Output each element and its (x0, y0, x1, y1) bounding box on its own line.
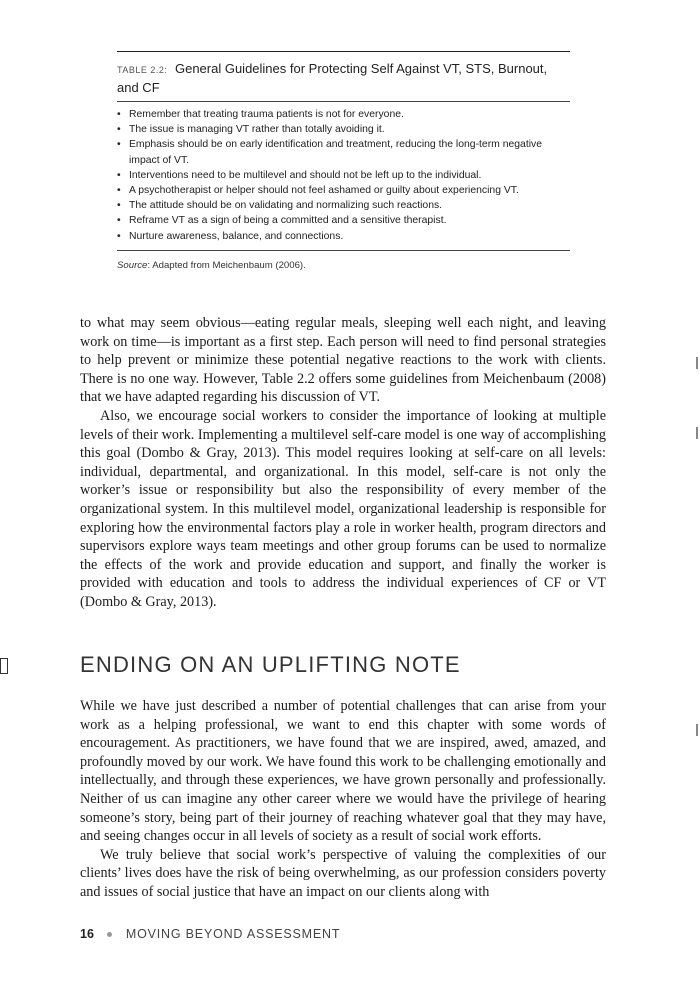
guidelines-list (117, 102, 570, 251)
list-item: • The attitude should be on validating and normalizing such reactions. (117, 198, 570, 213)
running-title: MOVING BEYOND ASSESSMENT (125, 927, 341, 941)
section-heading: ENDING ON AN UPLIFTING NOTE (80, 652, 461, 677)
source-label: Source (117, 259, 148, 271)
margin-mark (696, 427, 698, 439)
page-footer (80, 927, 340, 941)
margin-mark (696, 724, 698, 736)
margin-mark (696, 357, 698, 369)
table-title (117, 52, 570, 102)
body-section-2 (80, 697, 606, 902)
list-item: • Reframe VT as a sign of being a committed and a sensitive therapist. (117, 213, 570, 228)
paragraph: While we have just described a number of potential challenges that can arise from your work as a helping professional, we want to end this chapter with some words of encouragement. As practitioners, we have found that we are inspired, awed, amazed, and profoundly moved by our work. We have found this work to be challenging emotionally and intellectually, and through these experiences, we have grown personally and professionally. Neither of us can imagine any other career where we would have the privilege of hearing someone’s story, being part of their journey of reaching whatever goal that they may have, and seeing changes occur in all levels of society as a result of social work efforts. (80, 698, 606, 845)
page-number: 16 (80, 927, 94, 941)
list-item: • Remember that treating trauma patients is not for everyone. (117, 107, 570, 122)
table-source (117, 251, 570, 271)
paragraph: Also, we encourage social workers to consider the importance of looking at multiple levels of their work. Implementing a multilevel self-care model is one way of accomplishing this goal (Dombo & Gray, 2013). This model requires looking at self-care on all levels: individual, departmental, and organizational. In this model, self-care is not only the worker’s issue or responsibility but also the responsibility of every member of the organizational system. In this multilevel model, organizational leadership is responsible for exploring how the environmental factors play a role in worker health, program directors and supervisors explore ways team meetings and other group forums can be used to normalize the effects of the work and provide education and support, and finally the worker is provided with education and tools to address the individual experiences of CF or VT (Dombo & Gray, 2013). (80, 407, 606, 610)
paragraph: We truly believe that social work’s perspective of valuing the complexities of our clients’ lives does have the risk of being overwhelming, as our profession considers poverty and issues of social justice that have an impact on our clients along with (80, 846, 606, 900)
list-item: • A psychotherapist or helper should not feel ashamed or guilty about experiencing VT. (117, 183, 570, 198)
body-section-1 (80, 314, 606, 612)
list-item: • Interventions need to be multilevel and should not be left up to the individual. (117, 168, 570, 183)
list-item: • The issue is managing VT rather than totally avoiding it. (117, 122, 570, 137)
bullet-dot-icon (107, 932, 112, 937)
table-2-2 (117, 51, 570, 271)
list-item: • Emphasis should be on early identification and treatment, reducing the long-term negative impact of VT. (117, 137, 570, 167)
paragraph: to what may seem obvious—eating regular meals, sleeping well each night, and leaving work on time—is important as a first step. Each person will need to find personal strategies to help prevent or minimize these potential negative reactions to the work with clients. There is no one way. However, Table 2.2 offers some guidelines from Meichenbaum (2008) that we have adapted regarding his discussion of VT. (80, 315, 606, 406)
margin-box-icon (0, 658, 8, 674)
source-text: : Adapted from Meichenbaum (2006). (147, 259, 306, 271)
table-number: TABLE 2.2: (117, 65, 168, 75)
table-title-text: General Guidelines for Protecting Self Against VT, STS, Burnout, and CF (117, 61, 548, 95)
list-item: • Nurture awareness, balance, and connections. (117, 229, 570, 244)
